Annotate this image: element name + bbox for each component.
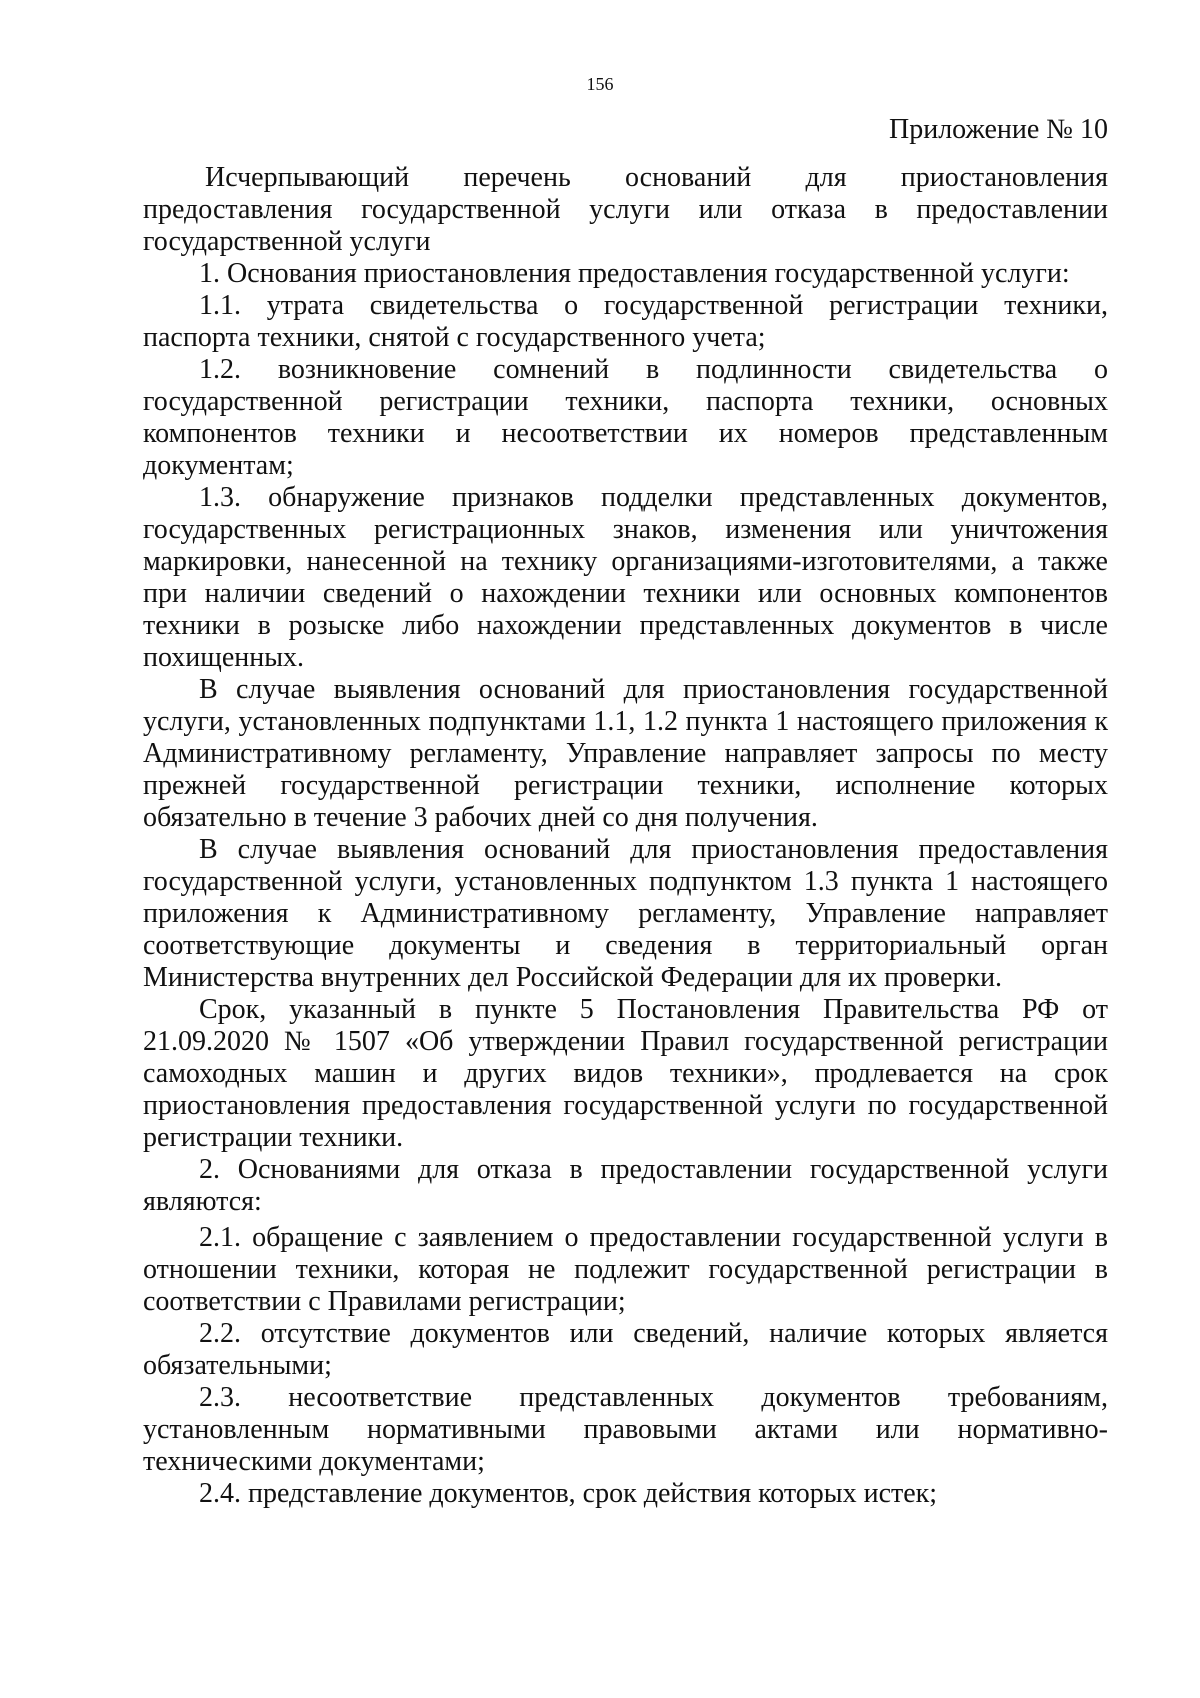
paragraph-suspension-mvd: В случае выявления оснований для приостановления предоставления государственной услуги, установленных подпунктом 1.3 пункта 1 настоящего приложения к Административному регламенту, Управление направляет соответствующие документы и сведения в территориальный орган Министерства внутренних дел Российской Федерации для их проверки. (143, 834, 1108, 993)
section-1-heading: 1. Основания приостановления предоставления государственной услуги: (199, 258, 1070, 289)
document-title: Исчерпывающий перечень оснований для приостановления предоставления государственной услуги или отказа в предоставлении государственной услуги (143, 162, 1108, 257)
item-2-2: 2.2. отсутствие документов или сведений, наличие которых является обязательными; (143, 1318, 1108, 1381)
item-2-1: 2.1. обращение с заявлением о предоставлении государственной услуги в отношении техники, которая не подлежит государственной регистрации в соответствии с Правилами регистрации; (143, 1222, 1108, 1317)
item-1-1: 1.1. утрата свидетельства о государственной регистрации техники, паспорта техники, снятой с государственного учета; (143, 290, 1108, 353)
item-2-4: 2.4. представление документов, срок действия которых истек; (199, 1478, 938, 1509)
appendix-label: Приложение № 10 (889, 114, 1108, 145)
paragraph-suspension-requests: В случае выявления оснований для приостановления государственной услуги, установленных подпунктами 1.1, 1.2 пункта 1 настоящего приложения к Административному регламенту, Управление направляет запросы по месту прежней государственной регистрации техники, исполнение которых обязательно в течение 3 рабочих дней со дня получения. (143, 674, 1108, 833)
item-1-2: 1.2. возникновение сомнений в подлинности свидетельства о государственной регистрации техники, паспорта техники, основных компонентов техники и несоответствии их номеров представленным документам; (143, 354, 1108, 481)
paragraph-term-extension: Срок, указанный в пункте 5 Постановления Правительства РФ от 21.09.2020 № 1507 «Об утверждении Правил государственной регистрации самоходных машин и других видов техники», продлевается на срок приостановления предоставления государственной услуги по государственной регистрации техники. (143, 994, 1108, 1153)
section-2-heading: 2. Основаниями для отказа в предоставлении государственной услуги являются: (143, 1154, 1108, 1217)
item-2-3: 2.3. несоответствие представленных документов требованиям, установленным нормативными правовыми актами или нормативно-техническими документами; (143, 1382, 1108, 1477)
document-body (143, 162, 1108, 1510)
item-1-3: 1.3. обнаружение признаков подделки представленных документов, государственных регистрационных знаков, изменения или уничтожения маркировки, нанесенной на технику организациями-изготовителями, а также при наличии сведений о нахождении техники или основных компонентов техники в розыске либо нахождении представленных документов в числе похищенных. (143, 482, 1108, 673)
page-number: 156 (586, 74, 614, 94)
